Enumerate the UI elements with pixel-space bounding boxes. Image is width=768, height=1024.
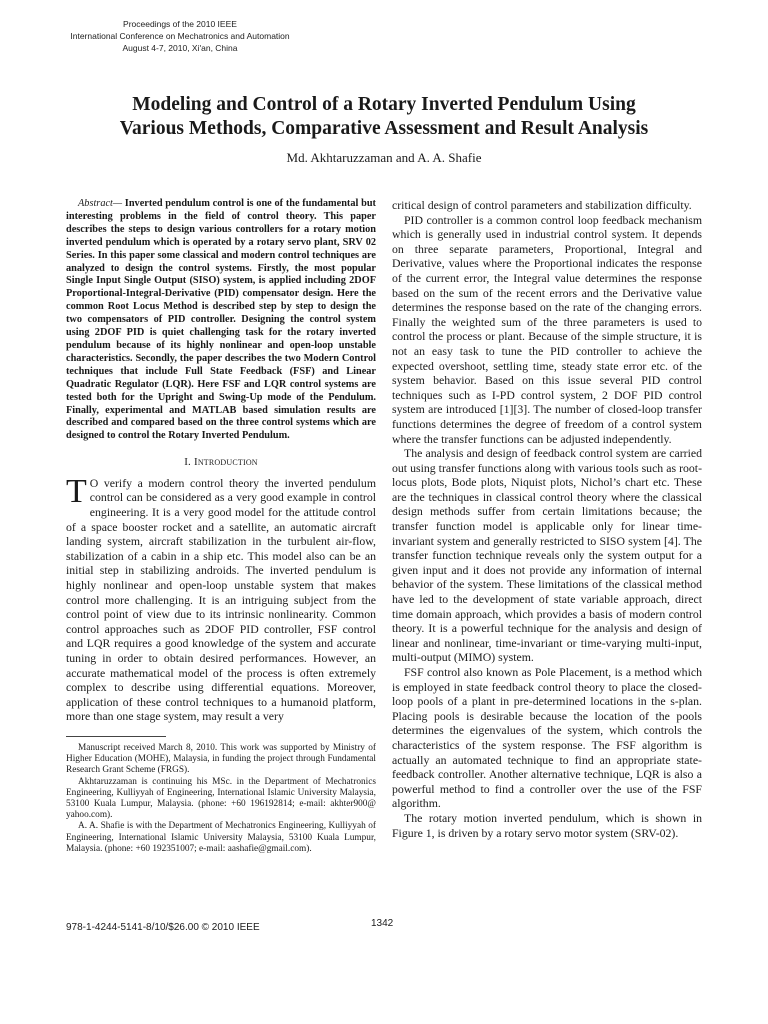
header-line-3: August 4-7, 2010, Xi'an, China [122,43,238,53]
abstract-text: Inverted pendulum control is one of the fundamental but interesting problems in the field of control theory. This paper describes the steps to design various controllers for a rotary motion inverted pendulum which is operated by a rotary servo plant, SRV 02 Series. In this paper some classical and modern control techniques are analyzed to design the control systems. Firstly, the most popular Single Input Single Output (SISO) system, is applied including 2DOF Proportional-Integral-Derivative (PID) compensator design. Here the common Root Locus Method is described step by step to design the two compensators of PID controller. Designing the control system using 2DOF PID is quiet challenging task for the rotary inverted pendulum because of its highly nonlinear and open-loop unstable characteristics. Secondly, the paper describes the two Modern Control techniques that include Full State Feedback (FSF) and Linear Quadratic Regulator (LQR). Here FSF and LQR control systems are tested both for the Upright and Swing-Up mode of the Pendulum. Finally, experimental and MATLAB based simulation results are described and compared based on the three control systems which are designed to control the Rotary Inverted Pendulum. [66,198,376,442]
footnote-author-1: Akhtaruzzaman is continuing his MSc. in the Department of Mechatronics Engineering, Kulliyyah of Engineering, International Islamic University Malaysia, 53100 Kuala Lumpur, Malaysia. (phone: +60 196192814; e-mail: akhter900@ yahoo.com). [66,776,376,821]
abstract-lead: Abstract— [78,198,123,209]
right-column [392,198,702,840]
author-list: Md. Akhtaruzzaman and A. A. Shafie [286,150,482,165]
body-paragraph-classical: The analysis and design of feedback control system are carried out using transfer functions along with various tools such as root-locus plots, Bode plots, Niquist plots, Nichol’s chart etc. These are the techniques in classical control theory where the classical design methods suffer from certain limitations because; the transfer function model is applicable only for linear time-invariant system and generally restricted to SISO system [4]. The transfer function technique reveals only the system output for a given input and it does not provide any information of internal behavior of the system. These limitations of the classical method have led to the development of state variable approach, direct time domain approach, which provides a basis of modern control theory. It is a powerful technique for the analysis and design of linear and nonlinear, time-invariant or time-varying multi-input, multi-output (MIMO) system. [392,446,702,665]
drop-cap: T [66,472,87,510]
conference-header [55,18,305,54]
paper-title [40,93,728,141]
abstract [66,198,376,443]
header-line-2: International Conference on Mechatronics and Automation [70,31,290,41]
body-paragraph-continued: critical design of control parameters and stabilization difficulty. [392,198,692,212]
footnote-rule [66,736,166,737]
body-paragraph-rotary: The rotary motion inverted pendulum, which is shown in Figure 1, is driven by a rotary servo motor system (SRV-02). [392,810,702,840]
footnote-manuscript: Manuscript received March 8, 2010. This work was supported by Ministry of Higher Education (MOHE), Malaysia, in funding the project through Fundamental Research Grant Scheme (FRGS). [66,742,376,776]
isbn-copyright: 978-1-4244-5141-8/10/$26.00 © 2010 IEEE [66,922,260,933]
title-line-2: Various Methods, Comparative Assessment and Result Analysis [119,118,649,139]
body-paragraph-pid: PID controller is a common control loop feedback mechanism which is generally used in industrial control system. It depends on three separate parameters, Proportional, Integral and Derivative, values where the Proportional indicates the response of the current error, the Integral value determines the response based on the sum of the recent errors and the Derivative value determines the response based on the rate of the changing errors. Finally the weighted sum of the three parameters is used to control the process or plant. Because of the simple structure, it is not an easy task to tune the PID controller to achieve the expected overshoot, settling time, steady state error etc. of the system behavior. Based on this issue several PID control techniques such as I-PD control system, 2 DOF PID control system are introduced [1][3]. The number of closed-loop transfer functions determines the degree of freedom of a control system where the transfer functions can be adjusted independently. [392,212,702,446]
section-heading-introduction: I. Introduction [184,456,258,469]
title-line-1: Modeling and Control of a Rotary Inverted Pendulum Using [132,94,636,115]
intro-text: O verify a modern control theory the inverted pendulum control can be considered as a very good example in control engineering. It is a very good model for the attitude control of a space booster rocket and a satellite, an automatic aircraft landing system, aircraft stabilization in the turbulent air-flow, stabilization of a cabin in a ship etc. This model also can be an initial step in stabilizing androids. The inverted pendulum is highly nonlinear and open-loop unstable system that makes control more challenging. It is an intriguing subject from the control point of view due to its intrinsic nonlinearity. Common control approaches such as 2DOF PID controller, FSF control and LQR requires a good knowledge of the system and accurate tuning in order to obtain desired performances. However, an accurate mathematical model of the process is often extremely complex to describe using differential equations. Moreover, application of these control techniques to a humanoid platform, more than one stage system, may result a very [66,475,376,724]
footnote-author-2: A. A. Shafie is with the Department of Mechatronics Engineering, Kulliyyah of Engineering, International Islamic University Malaysia, 53100 Kuala Lumpur, Malaysia. (phone: +60 192351007; e-mail: aashafie@gmail.com). [66,821,376,854]
header-line-1: Proceedings of the 2010 IEEE [123,19,237,29]
left-column [66,198,376,855]
intro-paragraph [66,472,376,724]
body-paragraph-fsf: FSF control also known as Pole Placement, is a method which is employed in state feedback control theory to place the closed-loop pools of a plant in pre-determined locations in the s-plan. Placing pools is desirable because the location of the pools determines the eigenvalues of the system, which controls the characteristics of the system response. The FSF algorithm is actually an automated technique to find an appropriate state-feedback controller. Another alternative technique, LQR is also a powerful method to find a controller over the use of the FSF algorithm. [392,665,702,811]
page-number: 1342 [371,918,394,929]
